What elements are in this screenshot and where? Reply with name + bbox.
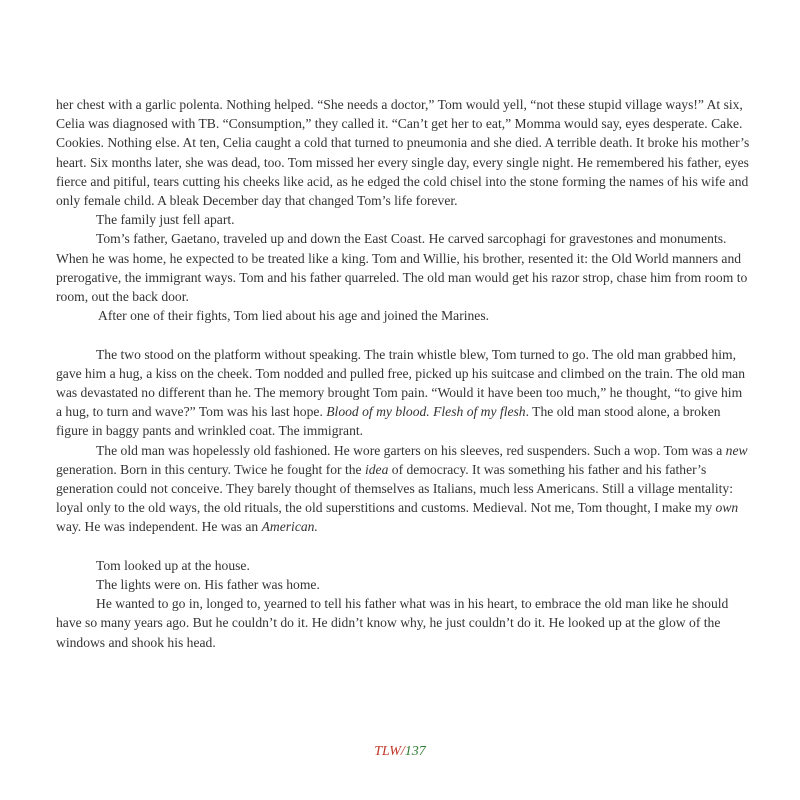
text-segment: He wanted to go in, longed to, yearned to tell his father what was in his heart, to embrace the old man like he should have so many years ago. But he couldn’t do it. He didn’t know why, he just couldn’t do it. He looked up at the glow of the windows and shook his head. (56, 596, 729, 650)
paragraph (56, 306, 750, 325)
text-segment: The two stood on the platform without speaking. The train whistle blew, Tom turned to go. The old man grabbed him, gave him a hug, a kiss on the cheek. Tom nodded and pulled free, picked up his suitcase and climbed on the train. The old man was devastated no different than he. The memory brought Tom pain. “Would it have been too much,” he thought, “to give him a hug, to turn and wave?” Tom was his last hope. (56, 346, 746, 420)
text-segment: way. He was independent. He was an (56, 519, 262, 535)
page-number: 137 (404, 744, 426, 759)
text-segment: generation. Born in this century. Twice he fought for the (56, 461, 365, 477)
paragraph (56, 575, 750, 594)
text-segment: After one of their fights, Tom lied about his age and joined the Marines. (98, 308, 490, 324)
text-segment: her chest with a garlic polenta. Nothing helped. “She needs a doctor,” Tom would yell, “not these stupid village ways!” At six, Celia was diagnosed with TB. “Consumption,” they called it. “Can’t get her to eat,” Momma would say, eyes desperate. Cake. Cookies. Nothing else. At ten, Celia caught a cold that turned to pneumonia and she died. A terrible death. It broke his mother’s heart. Six months later, she was dead, too. Tom missed her every single day, every single night. He remembered his father, eyes fierce and pitiful, tears cutting his cheeks like acid, as he edged the cold chisel into the stone forming the names of his wife and only female child. A bleak December day that changed Tom’s life forever. (56, 97, 750, 209)
text-segment: The old man was hopelessly old fashioned. He wore garters on his sleeves, red suspenders. Such a wop. Tom was a (96, 442, 726, 458)
blank-line (56, 325, 750, 344)
book-code: TLW (374, 744, 401, 759)
italic-text: idea (364, 461, 389, 477)
text-segment: . The old man stood alone, a broken figure in baggy pants and wrinkled coat. The immigrant. (56, 404, 721, 439)
page-footer (0, 744, 800, 760)
text-segment: The family just fell apart. (96, 212, 235, 228)
paragraph (56, 345, 750, 441)
blank-line (56, 537, 750, 556)
italic-text: American. (261, 519, 318, 535)
italic-text: new (725, 442, 748, 458)
text-segment: Tom looked up at the house. (96, 557, 250, 573)
italic-text: own (715, 500, 739, 516)
paragraph (56, 95, 750, 210)
body-text (56, 95, 750, 652)
paragraph (56, 210, 750, 229)
paragraph (56, 556, 750, 575)
paragraph (56, 441, 750, 537)
text-segment: Tom’s father, Gaetano, traveled up and down the East Coast. He carved sarcophagi for gravestones and monuments. When he was home, he expected to be treated like a king. Tom and Willie, his brother, resented it: the Old World manners and prerogative, the immigrant ways. Tom and his father quarreled. The old man would get his razor strop, chase him from room to room, out the back door. (56, 231, 748, 305)
footer-separator: / (400, 744, 405, 759)
text-segment: The lights were on. His father was home. (96, 577, 320, 593)
text-segment: of democracy. It was something his father and his father’s generation could not conceive. They barely thought of themselves as Italians, much less Americans. Still a village mentality: loyal only to the old ways, the old rituals, the old superstitions and customs. Medieval. Not me, Tom thought, I make my (56, 461, 733, 516)
italic-text: Blood of my blood. Flesh of my flesh (326, 404, 526, 420)
paragraph (56, 594, 750, 652)
paragraph (56, 229, 750, 306)
